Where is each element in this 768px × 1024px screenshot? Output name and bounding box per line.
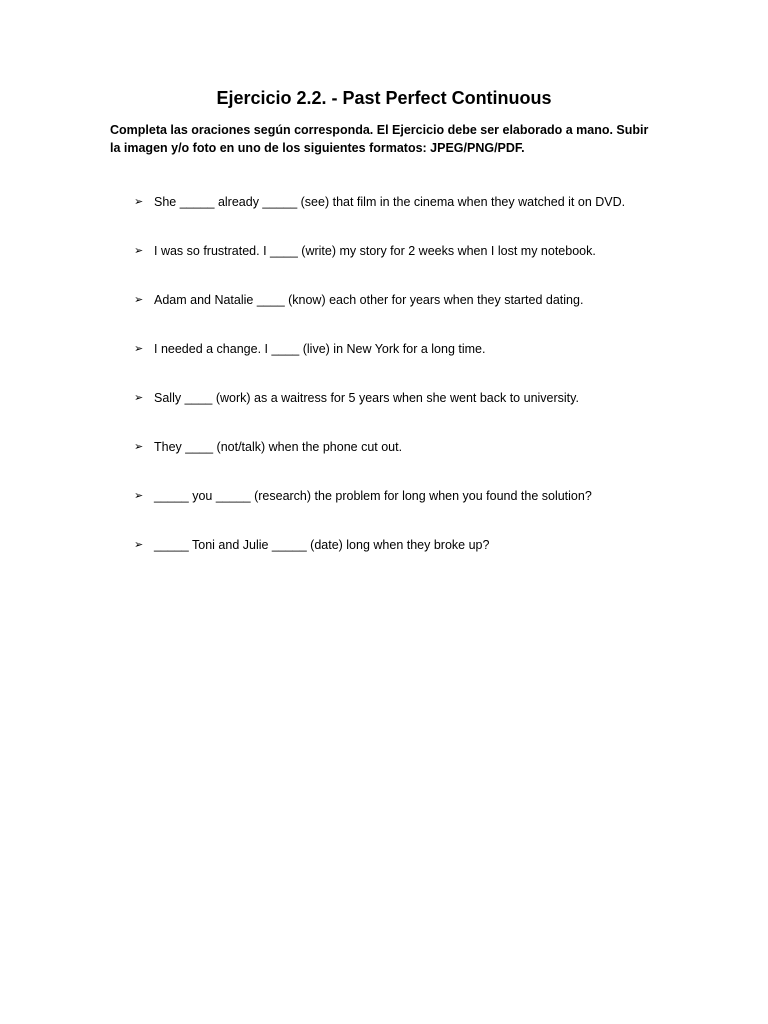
arrow-bullet-icon: ➢ [134, 539, 144, 551]
arrow-bullet-icon: ➢ [134, 441, 144, 453]
list-item [134, 193, 694, 211]
arrow-bullet-icon: ➢ [134, 490, 144, 502]
list-item [134, 242, 694, 260]
list-item [134, 438, 694, 456]
list-item [134, 487, 694, 505]
document-title: Ejercicio 2.2. - Past Perfect Continuous [216, 88, 552, 108]
exercise-sentence: She _____ already _____ (see) that film in the cinema when they watched it on DVD. [154, 195, 626, 209]
list-item [134, 536, 694, 554]
arrow-bullet-icon: ➢ [134, 343, 144, 355]
exercise-sentence: Sally ____ (work) as a waitress for 5 years when she went back to university. [154, 391, 579, 405]
exercise-sentence: Adam and Natalie ____ (know) each other for years when they started dating. [154, 293, 584, 307]
arrow-bullet-icon: ➢ [134, 196, 144, 208]
exercise-sentence: _____ you _____ (research) the problem for long when you found the solution? [154, 489, 592, 503]
instructions-paragraph: Completa las oraciones según corresponda. El Ejercicio debe ser elaborado a mano. Subir la imagen y/o foto en uno de los siguientes formatos: JPEG/PNG/PDF. [110, 123, 649, 155]
exercise-sentence: I was so frustrated. I ____ (write) my story for 2 weeks when I lost my notebook. [154, 244, 596, 258]
exercise-sentence: They ____ (not/talk) when the phone cut out. [154, 440, 403, 454]
arrow-bullet-icon: ➢ [134, 294, 144, 306]
arrow-bullet-icon: ➢ [134, 392, 144, 404]
arrow-bullet-icon: ➢ [134, 245, 144, 257]
list-item [134, 340, 694, 358]
list-item [134, 291, 694, 309]
exercise-sentence: _____ Toni and Julie _____ (date) long when they broke up? [154, 538, 490, 552]
list-item [134, 389, 694, 407]
exercise-sentence: I needed a change. I ____ (live) in New York for a long time. [154, 342, 486, 356]
